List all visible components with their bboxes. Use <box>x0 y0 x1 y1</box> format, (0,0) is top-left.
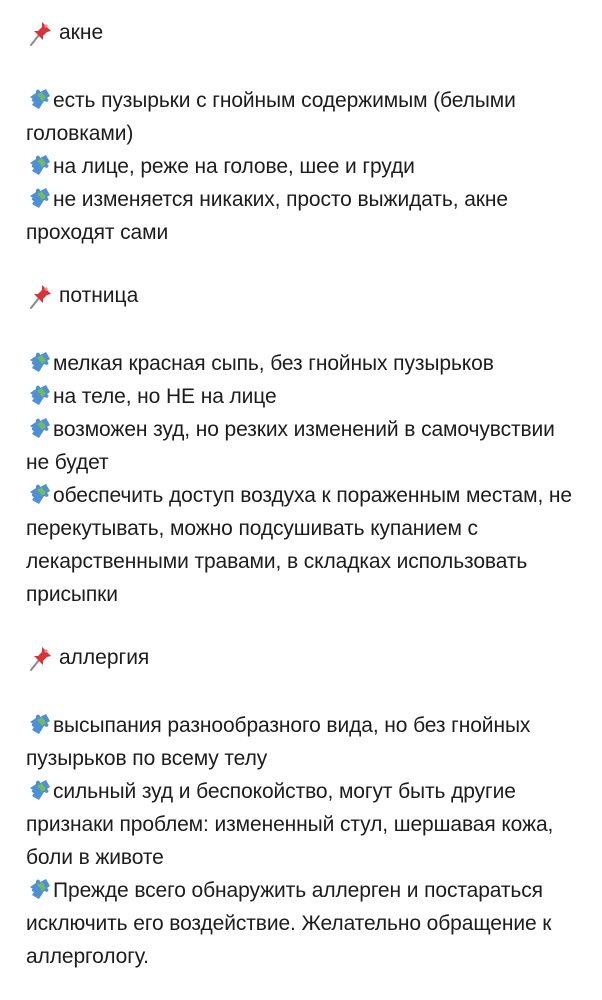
section-heading <box>28 16 574 49</box>
list-item <box>26 150 574 183</box>
puzzle-piece-icon <box>26 187 52 209</box>
section-title: аллергия <box>59 646 150 669</box>
section-heading <box>28 641 574 674</box>
list-item <box>26 709 574 775</box>
section-heading <box>28 279 574 312</box>
item-text: сильный зуд и беспокойство, могут быть другие признаки проблем: измененный стул, шершавая кожа, боли в животе <box>26 780 554 869</box>
item-text: возможен зуд, но резких изменений в самочувствии не будет <box>26 418 555 474</box>
puzzle-piece-icon <box>26 417 52 439</box>
list-item <box>26 479 574 611</box>
section-prickly-heat <box>26 279 574 611</box>
pushpin-icon <box>28 282 54 310</box>
section-acne <box>26 16 574 249</box>
puzzle-piece-icon <box>26 351 52 373</box>
puzzle-piece-icon <box>26 878 52 900</box>
puzzle-piece-icon <box>26 384 52 406</box>
list-item <box>26 413 574 479</box>
item-text: мелкая красная сыпь, без гнойных пузырьков <box>53 352 494 375</box>
puzzle-piece-icon <box>26 154 52 176</box>
list-item <box>26 874 574 973</box>
item-text: высыпания разнообразного вида, но без гнойных пузырьков по всему телу <box>26 714 531 770</box>
list-item <box>26 380 574 413</box>
item-text: обеспечить доступ воздуха к пораженным местам, не перекутывать, можно подсушивать купанием с лекарственными травами, в складках использовать присыпки <box>26 484 573 606</box>
pushpin-icon <box>28 644 54 672</box>
list-item <box>26 775 574 874</box>
item-text: на теле, но НЕ на лице <box>53 385 277 408</box>
puzzle-piece-icon <box>26 713 52 735</box>
item-text: есть пузырьки с гнойным содержимым (белыми головками) <box>26 89 516 145</box>
puzzle-piece-icon <box>26 88 52 110</box>
list-item <box>26 347 574 380</box>
list-item <box>26 183 574 249</box>
section-title: акне <box>59 21 104 44</box>
puzzle-piece-icon <box>26 779 52 801</box>
puzzle-piece-icon <box>26 483 52 505</box>
pushpin-icon <box>28 19 54 47</box>
item-text: Прежде всего обнаружить аллерген и постараться исключить его воздействие. Желательно обращение к аллергологу. <box>26 879 552 968</box>
item-text: на лице, реже на голове, шее и груди <box>53 155 415 178</box>
list-item <box>26 84 574 150</box>
section-allergy <box>26 641 574 973</box>
section-title: потница <box>59 284 139 307</box>
item-text: не изменяется никаких, просто выжидать, акне проходят сами <box>26 188 508 244</box>
